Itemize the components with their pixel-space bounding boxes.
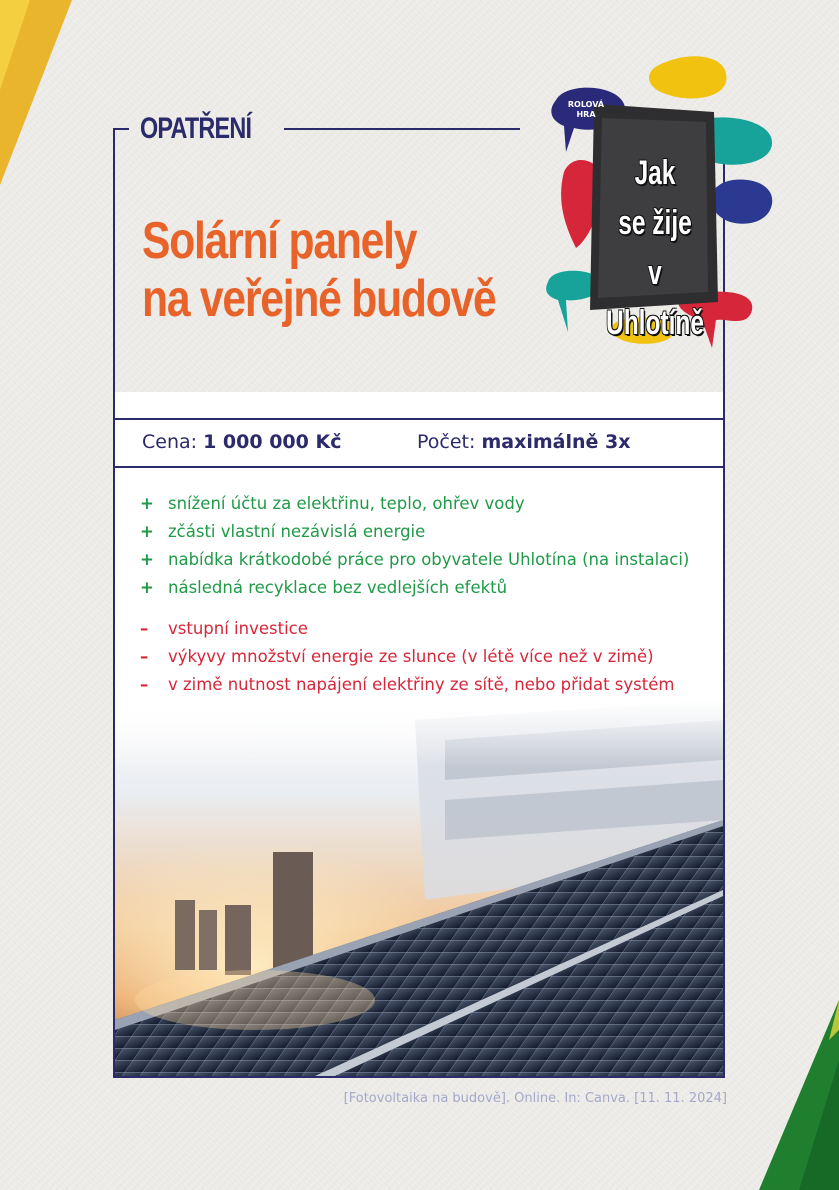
corner-decoration-bottom-right — [759, 1000, 839, 1190]
price: Cena: 1 000 000 Kč — [142, 431, 342, 453]
section-label: OPATŘENÍ — [140, 112, 252, 145]
title-line-1: Solární panely — [142, 212, 417, 270]
card-title — [142, 212, 519, 328]
pros-cons-list — [140, 490, 720, 727]
count: Počet: maximálně 3x — [417, 431, 631, 453]
title-line-2: na veřejné budově — [142, 270, 496, 328]
logo-subtitle: ROLOVÁ HRA — [567, 100, 605, 119]
price-row — [115, 418, 723, 468]
con-item: – výkyvy množství energie ze slunce (v létě více než v zimě) — [140, 647, 654, 666]
con-item: – vstupní investice — [140, 619, 308, 638]
solar-panels-photo — [115, 700, 723, 1076]
pro-item: + snížení účtu za elektřinu, teplo, ohřev vody — [140, 494, 525, 513]
photo-caption: [Fotovoltaika na budově]. Online. In: Canva. [11. 11. 2024] — [343, 1091, 727, 1106]
card-top-rule-right — [284, 128, 520, 130]
pro-item: + nabídka krátkodobé práce pro obyvatele Uhlotína (na instalaci) — [140, 550, 690, 569]
con-item: – v zimě nutnost napájení elektřiny ze sítě, nebo přidat systém — [140, 675, 675, 694]
pro-item: + následná recyklace bez vedlejších efektů — [140, 578, 508, 597]
pro-item: + zčásti vlastní nezávislá energie — [140, 522, 426, 541]
logo-title: Jak se žije v Uhlotíně — [606, 154, 704, 342]
card-top-rule-left — [113, 128, 129, 130]
corner-decoration-top-left — [0, 0, 80, 190]
